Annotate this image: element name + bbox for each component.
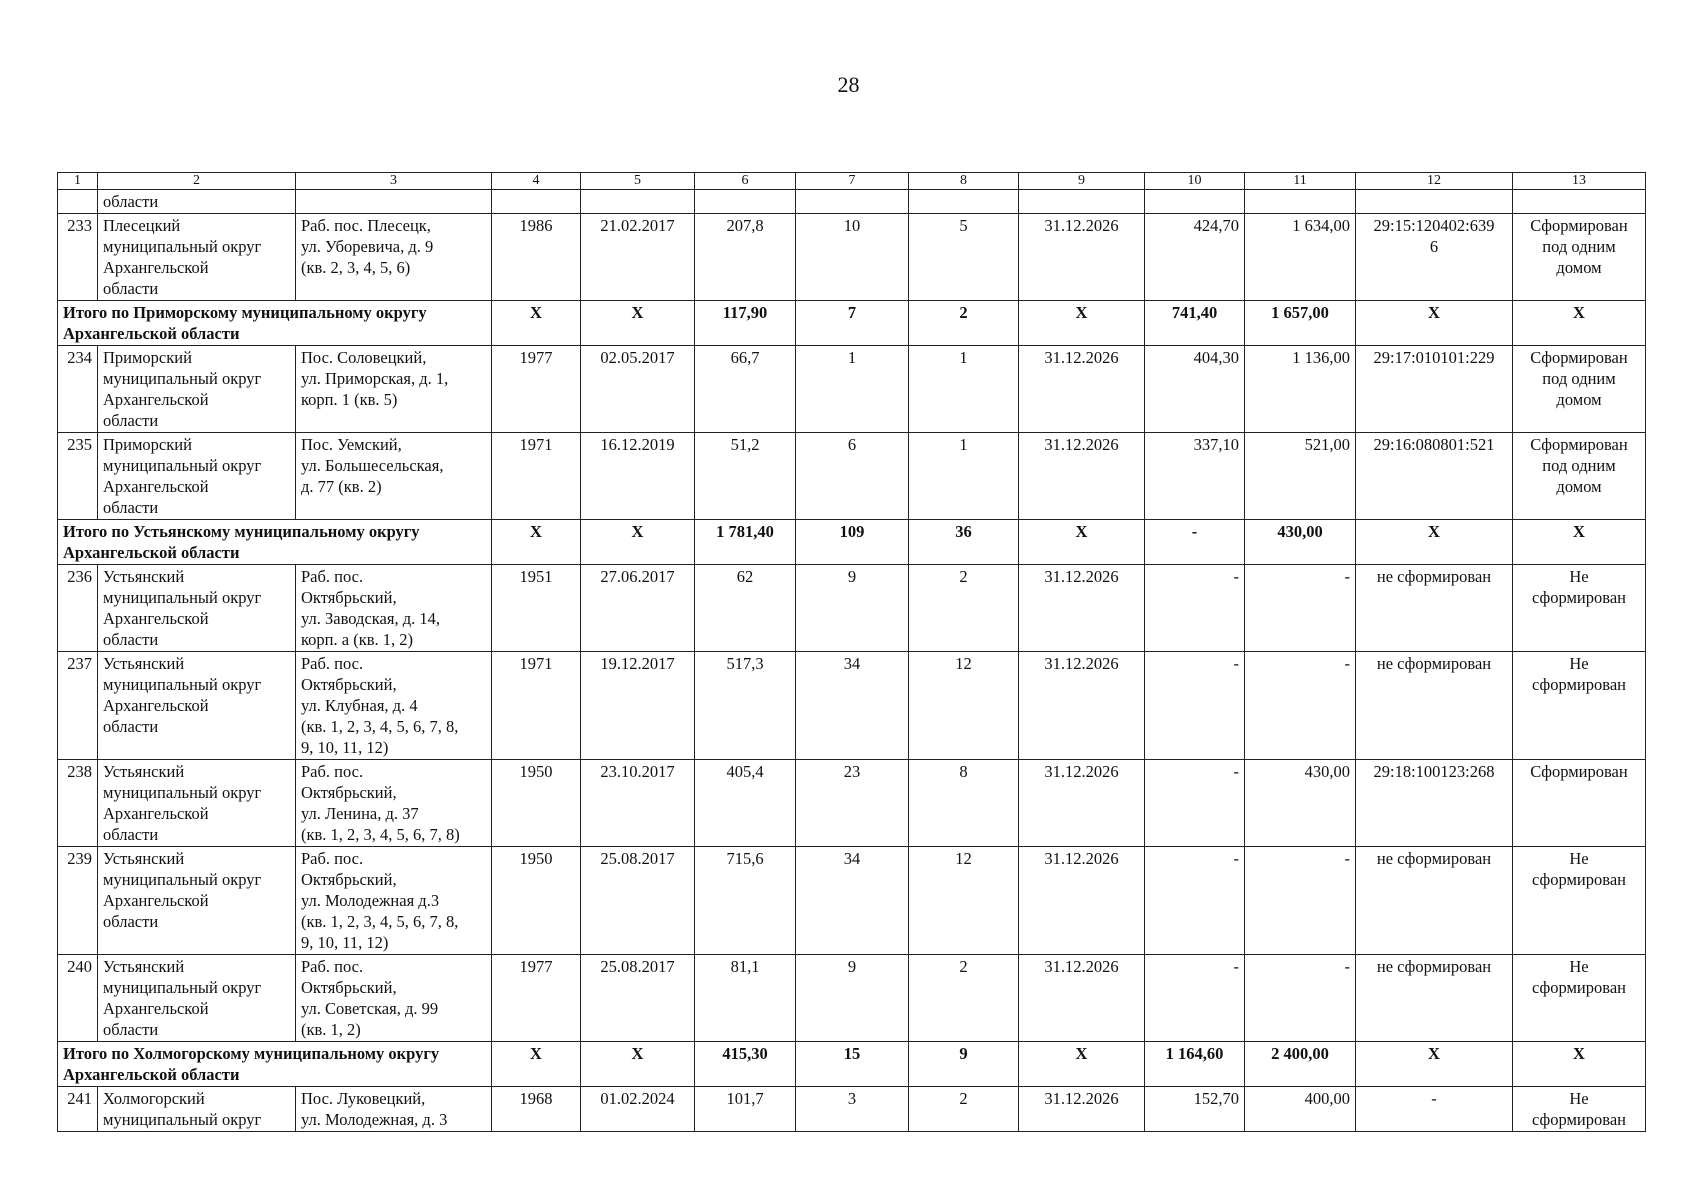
total-value: 1 164,60 — [1145, 1042, 1245, 1087]
date-cell: 21.02.2017 — [581, 214, 695, 301]
continuation-cell: области — [98, 190, 296, 214]
value-cell: 404,30 — [1145, 346, 1245, 433]
row-number: 234 — [58, 346, 98, 433]
total-value: 117,90 — [695, 301, 796, 346]
rooms-cell: 2 — [909, 955, 1019, 1042]
total-value: X — [1356, 1042, 1513, 1087]
housing-table — [57, 172, 1646, 1132]
deadline-cell: 31.12.2026 — [1019, 760, 1145, 847]
district-cell: Устьянский муниципальный округ Архангельской области — [98, 652, 296, 760]
table-row — [58, 346, 1646, 433]
deadline-cell: 31.12.2026 — [1019, 214, 1145, 301]
date-cell: 19.12.2017 — [581, 652, 695, 760]
deadline-cell: 31.12.2026 — [1019, 955, 1145, 1042]
total-value: X — [581, 301, 695, 346]
table-row — [58, 214, 1646, 301]
year-cell: 1977 — [492, 955, 581, 1042]
cadastre-cell: 29:18:100123:268 — [1356, 760, 1513, 847]
total-value: X — [1019, 301, 1145, 346]
address-cell: Раб. пос. Октябрьский, ул. Клубная, д. 4 (кв. 1, 2, 3, 4, 5, 6, 7, 8, 9, 10, 11, 12) — [296, 652, 492, 760]
total-value: X — [1513, 520, 1646, 565]
col-header: 13 — [1513, 173, 1646, 190]
rooms-cell: 1 — [909, 346, 1019, 433]
value-cell: 400,00 — [1245, 1087, 1356, 1132]
area-cell: 81,1 — [695, 955, 796, 1042]
rooms-cell: 2 — [909, 565, 1019, 652]
persons-cell: 1 — [796, 346, 909, 433]
status-cell: Не сформирован — [1513, 1087, 1646, 1132]
value-cell: - — [1245, 955, 1356, 1042]
district-cell: Приморский муниципальный округ Архангельской области — [98, 433, 296, 520]
date-cell: 01.02.2024 — [581, 1087, 695, 1132]
column-number-row — [58, 173, 1646, 190]
total-value: X — [492, 1042, 581, 1087]
total-value: 9 — [909, 1042, 1019, 1087]
total-value: 1 657,00 — [1245, 301, 1356, 346]
total-value: X — [492, 301, 581, 346]
total-value: X — [1019, 520, 1145, 565]
row-number: 236 — [58, 565, 98, 652]
col-header: 4 — [492, 173, 581, 190]
value-cell: 1 634,00 — [1245, 214, 1356, 301]
date-cell: 23.10.2017 — [581, 760, 695, 847]
district-cell: Устьянский муниципальный округ Архангельской области — [98, 955, 296, 1042]
cadastre-cell: не сформирован — [1356, 652, 1513, 760]
total-row — [58, 520, 1646, 565]
persons-cell: 10 — [796, 214, 909, 301]
value-cell: 1 136,00 — [1245, 346, 1356, 433]
total-value: X — [1513, 301, 1646, 346]
col-header: 7 — [796, 173, 909, 190]
area-cell: 66,7 — [695, 346, 796, 433]
total-row — [58, 1042, 1646, 1087]
year-cell: 1977 — [492, 346, 581, 433]
total-value: 1 781,40 — [695, 520, 796, 565]
status-cell: Сформирован — [1513, 760, 1646, 847]
address-cell: Пос. Соловецкий, ул. Приморская, д. 1, корп. 1 (кв. 5) — [296, 346, 492, 433]
area-cell: 101,7 — [695, 1087, 796, 1132]
value-cell: - — [1145, 955, 1245, 1042]
continuation-row — [58, 190, 1646, 214]
address-cell: Пос. Уемский, ул. Большесельская, д. 77 (кв. 2) — [296, 433, 492, 520]
address-cell: Раб. пос. Октябрьский, ул. Молодежная д.3 (кв. 1, 2, 3, 4, 5, 6, 7, 8, 9, 10, 11, 12) — [296, 847, 492, 955]
cadastre-cell: не сформирован — [1356, 565, 1513, 652]
rooms-cell: 5 — [909, 214, 1019, 301]
total-label: Итого по Холмогорскому муниципальному округу Архангельской области — [58, 1042, 492, 1087]
total-value: 2 400,00 — [1245, 1042, 1356, 1087]
value-cell: 521,00 — [1245, 433, 1356, 520]
persons-cell: 9 — [796, 565, 909, 652]
row-number: 240 — [58, 955, 98, 1042]
district-cell: Приморский муниципальный округ Архангельской области — [98, 346, 296, 433]
total-value: 109 — [796, 520, 909, 565]
table-row — [58, 565, 1646, 652]
total-row — [58, 301, 1646, 346]
value-cell: - — [1245, 652, 1356, 760]
table-row — [58, 652, 1646, 760]
value-cell: - — [1245, 565, 1356, 652]
date-cell: 27.06.2017 — [581, 565, 695, 652]
address-cell: Раб. пос. Октябрьский, ул. Советская, д. 99 (кв. 1, 2) — [296, 955, 492, 1042]
cadastre-cell: 29:15:120402:639 6 — [1356, 214, 1513, 301]
date-cell: 25.08.2017 — [581, 847, 695, 955]
col-header: 9 — [1019, 173, 1145, 190]
cadastre-cell: не сформирован — [1356, 955, 1513, 1042]
value-cell: - — [1145, 652, 1245, 760]
value-cell: 430,00 — [1245, 760, 1356, 847]
cadastre-cell: - — [1356, 1087, 1513, 1132]
value-cell: - — [1245, 847, 1356, 955]
district-cell: Устьянский муниципальный округ Архангельской области — [98, 760, 296, 847]
date-cell: 02.05.2017 — [581, 346, 695, 433]
total-value: X — [1356, 520, 1513, 565]
year-cell: 1950 — [492, 847, 581, 955]
total-value: X — [1019, 1042, 1145, 1087]
total-value: 7 — [796, 301, 909, 346]
total-value: X — [1513, 1042, 1646, 1087]
col-header: 12 — [1356, 173, 1513, 190]
value-cell: - — [1145, 847, 1245, 955]
total-label: Итого по Приморскому муниципальному округу Архангельской области — [58, 301, 492, 346]
status-cell: Не сформирован — [1513, 847, 1646, 955]
address-cell: Раб. пос. Октябрьский, ул. Заводская, д. 14, корп. а (кв. 1, 2) — [296, 565, 492, 652]
row-number: 241 — [58, 1087, 98, 1132]
rooms-cell: 1 — [909, 433, 1019, 520]
address-cell: Раб. пос. Плесецк, ул. Уборевича, д. 9 (кв. 2, 3, 4, 5, 6) — [296, 214, 492, 301]
value-cell: 337,10 — [1145, 433, 1245, 520]
col-header: 11 — [1245, 173, 1356, 190]
deadline-cell: 31.12.2026 — [1019, 433, 1145, 520]
year-cell: 1986 — [492, 214, 581, 301]
rooms-cell: 12 — [909, 652, 1019, 760]
area-cell: 405,4 — [695, 760, 796, 847]
area-cell: 62 — [695, 565, 796, 652]
col-header: 5 — [581, 173, 695, 190]
status-cell: Сформирован под одним домом — [1513, 433, 1646, 520]
rooms-cell: 8 — [909, 760, 1019, 847]
persons-cell: 23 — [796, 760, 909, 847]
col-header: 6 — [695, 173, 796, 190]
deadline-cell: 31.12.2026 — [1019, 1087, 1145, 1132]
date-cell: 16.12.2019 — [581, 433, 695, 520]
deadline-cell: 31.12.2026 — [1019, 565, 1145, 652]
deadline-cell: 31.12.2026 — [1019, 652, 1145, 760]
col-header: 8 — [909, 173, 1019, 190]
cadastre-cell: 29:17:010101:229 — [1356, 346, 1513, 433]
table-row — [58, 955, 1646, 1042]
value-cell: 152,70 — [1145, 1087, 1245, 1132]
value-cell: - — [1145, 760, 1245, 847]
district-cell: Устьянский муниципальный округ Архангельской области — [98, 565, 296, 652]
date-cell: 25.08.2017 — [581, 955, 695, 1042]
year-cell: 1971 — [492, 433, 581, 520]
table-row — [58, 1087, 1646, 1132]
year-cell: 1951 — [492, 565, 581, 652]
value-cell: 424,70 — [1145, 214, 1245, 301]
table-row — [58, 847, 1646, 955]
district-cell: Устьянский муниципальный округ Архангельской области — [98, 847, 296, 955]
address-cell: Пос. Луковецкий, ул. Молодежная, д. 3 — [296, 1087, 492, 1132]
table-row — [58, 433, 1646, 520]
total-value: 415,30 — [695, 1042, 796, 1087]
total-value: X — [581, 520, 695, 565]
row-number: 239 — [58, 847, 98, 955]
deadline-cell: 31.12.2026 — [1019, 346, 1145, 433]
persons-cell: 34 — [796, 847, 909, 955]
col-header: 10 — [1145, 173, 1245, 190]
area-cell: 51,2 — [695, 433, 796, 520]
status-cell: Сформирован под одним домом — [1513, 346, 1646, 433]
year-cell: 1971 — [492, 652, 581, 760]
row-number: 233 — [58, 214, 98, 301]
total-value: 15 — [796, 1042, 909, 1087]
row-number: 237 — [58, 652, 98, 760]
value-cell: - — [1145, 565, 1245, 652]
year-cell: 1950 — [492, 760, 581, 847]
district-cell: Плесецкий муниципальный округ Архангельской области — [98, 214, 296, 301]
district-cell: Холмогорский муниципальный округ — [98, 1087, 296, 1132]
total-value: 741,40 — [1145, 301, 1245, 346]
year-cell: 1968 — [492, 1087, 581, 1132]
col-header: 1 — [58, 173, 98, 190]
total-value: 2 — [909, 301, 1019, 346]
status-cell: Сформирован под одним домом — [1513, 214, 1646, 301]
persons-cell: 6 — [796, 433, 909, 520]
total-value: 36 — [909, 520, 1019, 565]
persons-cell: 9 — [796, 955, 909, 1042]
status-cell: Не сформирован — [1513, 652, 1646, 760]
total-label: Итого по Устьянскому муниципальному округу Архангельской области — [58, 520, 492, 565]
cadastre-cell: не сформирован — [1356, 847, 1513, 955]
status-cell: Не сформирован — [1513, 565, 1646, 652]
address-cell: Раб. пос. Октябрьский, ул. Ленина, д. 37 (кв. 1, 2, 3, 4, 5, 6, 7, 8) — [296, 760, 492, 847]
total-value: X — [581, 1042, 695, 1087]
row-number: 238 — [58, 760, 98, 847]
total-value: - — [1145, 520, 1245, 565]
deadline-cell: 31.12.2026 — [1019, 847, 1145, 955]
rooms-cell: 2 — [909, 1087, 1019, 1132]
total-value: X — [1356, 301, 1513, 346]
status-cell: Не сформирован — [1513, 955, 1646, 1042]
row-number: 235 — [58, 433, 98, 520]
col-header: 2 — [98, 173, 296, 190]
page-number: 28 — [837, 72, 860, 97]
persons-cell: 3 — [796, 1087, 909, 1132]
total-value: 430,00 — [1245, 520, 1356, 565]
total-value: X — [492, 520, 581, 565]
rooms-cell: 12 — [909, 847, 1019, 955]
persons-cell: 34 — [796, 652, 909, 760]
area-cell: 517,3 — [695, 652, 796, 760]
col-header: 3 — [296, 173, 492, 190]
area-cell: 715,6 — [695, 847, 796, 955]
cadastre-cell: 29:16:080801:521 — [1356, 433, 1513, 520]
table-row — [58, 760, 1646, 847]
area-cell: 207,8 — [695, 214, 796, 301]
